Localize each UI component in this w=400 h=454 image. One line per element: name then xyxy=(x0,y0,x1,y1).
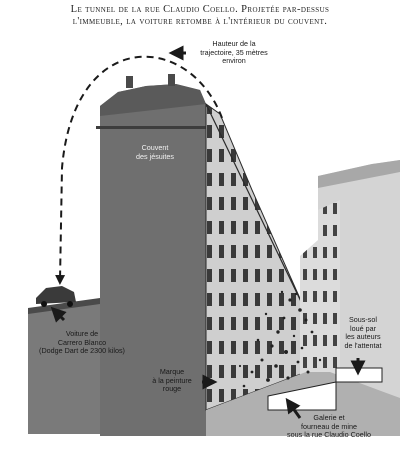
rented-basement-label: Sous-sol loué par les auteurs de l'attentat xyxy=(344,315,382,350)
car-on-wall xyxy=(36,286,76,307)
car-label: Voiture de Carrero Blanco (Dodge Dart de 2300 kilos) xyxy=(39,329,125,356)
red-paint-mark-label: Marque à la peinture rouge xyxy=(152,367,192,394)
gallery-label: Galerie et fourneau de mine sous la rue Claudio Coello xyxy=(287,413,371,440)
figure-caption-line-2: l'immeuble, la voiture retombe à l'intérieur du couvent. xyxy=(72,16,328,27)
convent-label: Couvent des jésuites xyxy=(136,143,174,161)
left-street-facade xyxy=(206,104,306,410)
figure-caption-line-1: Le tunnel de la rue Claudio Coello. Projetée par-dessus xyxy=(70,4,330,15)
trajectory-height-label: Hauteur de la trajectoire, 35 mètres environ xyxy=(200,39,268,66)
